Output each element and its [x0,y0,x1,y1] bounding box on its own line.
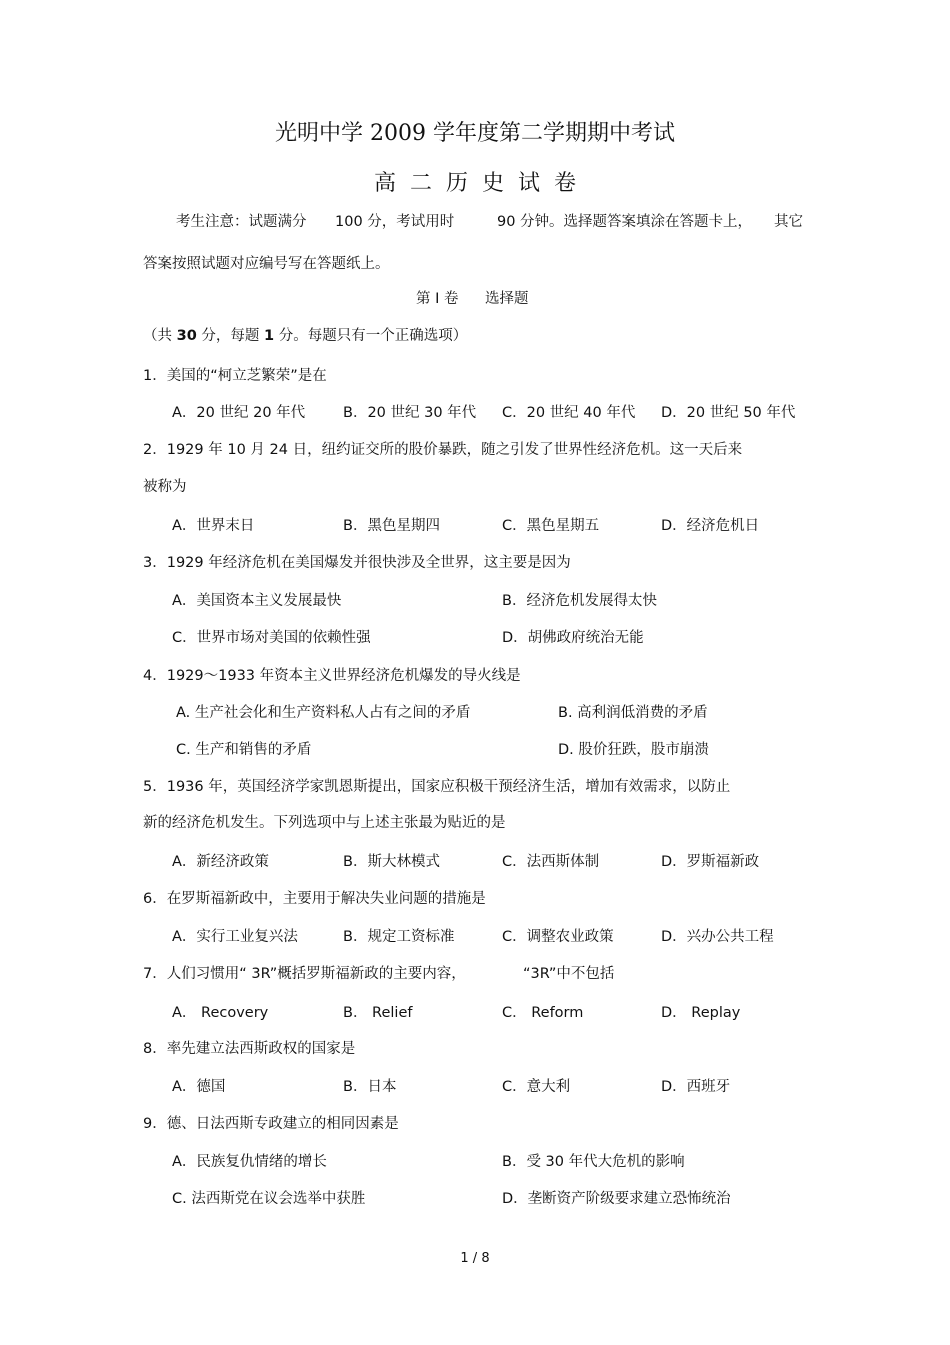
option-b: B．斯大林模式 [343,854,440,870]
option-c: C．世界市场对美国的依赖性强 [172,630,371,646]
question-stem: 6．在罗斯福新政中，主要用于解决失业问题的措施是 [143,891,486,907]
option-d: D．垄断资产阶级要求建立恐怖统治 [502,1191,731,1207]
question-stem: 2．1929 年 10 月 24 日，纽约证交所的股价暴跌，随之引发了世界性经济危机。这一天后来 [143,442,743,458]
option-c: C． Reform [502,1005,584,1021]
question-stem: 1．美国的“柯立芝繁荣”是在 [143,368,327,384]
option-c: C．20 世纪 40 年代 [502,405,636,421]
page-number: 1 / 8 [460,1251,490,1266]
option-b: B．规定工资标准 [343,929,455,945]
option-d: D．西班牙 [661,1079,731,1095]
question-stem: 3．1929 年经济危机在美国爆发并很快涉及全世界，这主要是因为 [143,555,571,571]
question-stem: 被称为 [143,479,187,495]
question-stem: 8．率先建立法西斯政权的国家是 [143,1041,356,1057]
option-a: A．德国 [172,1079,226,1095]
option-c: C．黑色星期五 [502,518,600,534]
option-d: D．胡佛政府统治无能 [502,630,644,646]
option-a: A．新经济政策 [172,854,269,870]
option-a: A． Recovery [172,1005,269,1021]
notice-text: 100 分，考试用时 [335,214,455,230]
option-b: B．20 世纪 30 年代 [343,405,477,421]
option-b: B．日本 [343,1079,397,1095]
question-stem: 新的经济危机发生。下列选项中与上述主张最为贴近的是 [143,815,506,831]
notice-text: 考生注意：试题满分 [176,214,307,230]
option-d: D．兴办公共工程 [661,929,774,945]
exam-subtitle: 高二历史试卷 [373,171,590,196]
notice-text: 其它 [774,214,803,230]
notice-text: 答案按照试题对应编号写在答题纸上。 [143,256,390,272]
option-c: C. 生产和销售的矛盾 [176,742,312,758]
option-b: B．黑色星期四 [343,518,440,534]
option-c: C．调整农业政策 [502,929,614,945]
option-a: A．美国资本主义发展最快 [172,593,342,609]
question-stem: 5．1936 年，英国经济学家凯恩斯提出，国家应积极干预经济生活，增加有效需求，以防止 [143,779,731,795]
notice-text: 90 分钟。选择题答案填涂在答题卡上， [497,214,753,230]
section-instruction: （共 30 分，每题 1 分。每题只有一个正确选项） [143,328,468,344]
option-a: A. 生产社会化和生产资料私人占有之间的矛盾 [176,705,471,721]
option-d: D．经济危机日 [661,518,760,534]
question-stem: “3R”中不包括 [523,966,615,982]
option-c: C. 法西斯党在议会选举中获胜 [172,1191,366,1207]
option-d: D．20 世纪 50 年代 [661,405,796,421]
option-d: D． Replay [661,1005,741,1021]
option-a: A．世界末日 [172,518,255,534]
option-b: B．经济危机发展得太快 [502,593,657,609]
question-stem: 4．1929～1933 年资本主义世界经济危机爆发的导火线是 [143,668,521,684]
option-a: A．民族复仇情绪的增长 [172,1154,327,1170]
section-heading: 选择题 [485,291,529,307]
option-d: D. 股价狂跌，股市崩溃 [558,742,709,758]
question-stem: 9．德、日法西斯专政建立的相同因素是 [143,1116,399,1132]
question-stem: 7．人们习惯用“ 3R”概括罗斯福新政的主要内容， [143,966,466,982]
section-heading: 第 I 卷 [416,291,459,307]
option-a: A．实行工业复兴法 [172,929,298,945]
option-c: C．法西斯体制 [502,854,600,870]
option-c: C．意大利 [502,1079,571,1095]
option-b: B. 高利润低消费的矛盾 [558,705,708,721]
option-b: B． Relief [343,1005,413,1021]
exam-title: 光明中学 2009 学年度第二学期期中考试 [275,121,675,146]
option-d: D．罗斯福新政 [661,854,760,870]
option-a: A．20 世纪 20 年代 [172,405,306,421]
option-b: B．受 30 年代大危机的影响 [502,1154,685,1170]
